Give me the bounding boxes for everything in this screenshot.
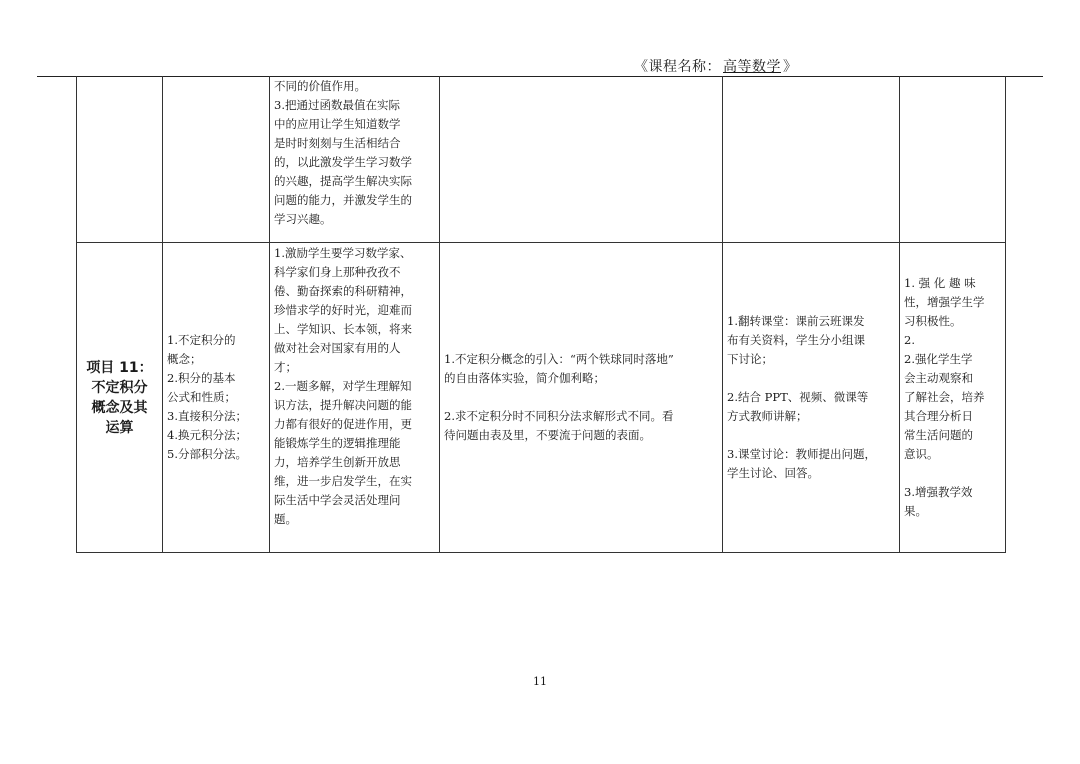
cell-line — [727, 426, 895, 445]
cell-line: 中的应用让学生知道数学 — [274, 117, 401, 131]
cell-line: 的自由落体实验，简介伽利略； — [444, 371, 605, 385]
cell-line — [904, 464, 1001, 483]
cell-line: 1.不定积分概念的引入：“两个铁球同时落地” — [444, 352, 674, 366]
cell-line: 方式教师讲解； — [727, 409, 808, 423]
cell-line: 2.求不定积分时不同积分法求解形式不同。看 — [444, 409, 674, 423]
cell-line: 2.一题多解，对学生理解知 — [274, 379, 412, 393]
cell-line: 学生讨论、回答。 — [727, 466, 819, 480]
cell-line: 常生活问题的 — [904, 428, 973, 442]
cell-line: 能锻炼学生的逻辑推理能 — [274, 436, 401, 450]
course-header — [634, 56, 798, 76]
method-cell — [723, 243, 900, 553]
cell-line: 的兴趣，提高学生解决实际 — [274, 174, 412, 188]
project-title-line: 运算 — [105, 419, 134, 436]
cell-line: 布有关资料，学生分小组课 — [727, 333, 865, 347]
cell-line: 做对社会对国家有用的人 — [274, 341, 401, 355]
cell-line: 3.直接积分法； — [167, 409, 247, 423]
integration-point-cell — [440, 243, 723, 553]
course-name: 高等数学 — [723, 59, 781, 75]
ideological-goal-cell — [270, 76, 440, 243]
cell-line: 问题的能力，并激发学生的 — [274, 193, 412, 207]
project-title-line: 概念及其 — [91, 399, 148, 416]
page-number: 11 — [533, 675, 547, 688]
cell-line: 习积极性。 — [904, 314, 962, 328]
integration-point-cell — [440, 76, 723, 243]
cell-line: 3.课堂讨论：教师提出问题， — [727, 447, 876, 461]
cell-line: 公式和性质； — [167, 390, 236, 404]
cell-line: 下讨论； — [727, 352, 773, 366]
cell-line: 了解社会，培养 — [904, 390, 985, 404]
cell-line: 的，以此激发学生学习数学 — [274, 155, 412, 169]
syllabus-table — [76, 76, 1006, 553]
project-cell — [77, 243, 163, 553]
cell-line: 上、学知识、长本领，将来 — [274, 322, 412, 336]
cell-line: 果。 — [904, 504, 927, 518]
effect-cell — [900, 243, 1006, 553]
cell-line: 概念； — [167, 352, 202, 366]
effect-cell — [900, 76, 1006, 243]
cell-line: 3.把通过函数最值在实际 — [274, 98, 400, 112]
cell-line: 不同的价值作用。 — [274, 79, 366, 93]
cell-line: 识方法，提升解决问题的能 — [274, 398, 412, 412]
cell-line: 4.换元积分法； — [167, 428, 247, 442]
table-row — [77, 76, 1006, 243]
cell-line: 科学家们身上那种孜孜不 — [274, 265, 401, 279]
cell-line: 2. — [904, 333, 915, 347]
cell-line: 意识。 — [904, 447, 939, 461]
project-title-line: 不定积分 — [91, 379, 148, 396]
content-cell — [163, 76, 270, 243]
cell-line: 珍惜求学的好时光，迎难而 — [274, 303, 412, 317]
cell-line — [727, 369, 895, 388]
cell-line: 待问题由表及里，不要流于问题的表面。 — [444, 428, 651, 442]
course-header-prefix: 《课程名称： — [634, 59, 721, 75]
course-header-suffix: 》 — [783, 59, 798, 75]
cell-line: 其合理分析日 — [904, 409, 973, 423]
cell-line: 1.激励学生要学习数学家、 — [274, 246, 412, 260]
project-cell — [77, 76, 163, 243]
cell-line: 际生活中学会灵活处理问 — [274, 493, 401, 507]
cell-line: 力，培养学生创新开放思 — [274, 455, 401, 469]
cell-line: 倦、勤奋探索的科研精神， — [274, 284, 412, 298]
cell-line: 2.强化学生学 — [904, 352, 973, 366]
ideological-goal-cell — [270, 243, 440, 553]
content-cell — [163, 243, 270, 553]
cell-line: 维，进一步启发学生，在实 — [274, 474, 412, 488]
method-cell — [723, 76, 900, 243]
cell-line: 1. 强 化 趣 味 — [904, 276, 976, 290]
cell-line: 会主动观察和 — [904, 371, 973, 385]
cell-line: 是时时刻刻与生活相结合 — [274, 136, 401, 150]
cell-line: 学习兴趣。 — [274, 212, 332, 226]
cell-line: 1.不定积分的 — [167, 333, 236, 347]
cell-line: 1.翻转课堂：课前云班课发 — [727, 314, 865, 328]
project-title-line: 项目 11： — [86, 359, 153, 376]
cell-line: 3.增强教学效 — [904, 485, 973, 499]
cell-line: 题。 — [274, 512, 297, 526]
cell-line: 2.积分的基本 — [167, 371, 236, 385]
cell-line: 5.分部积分法。 — [167, 447, 247, 461]
table-row — [77, 243, 1006, 553]
cell-line — [444, 388, 718, 407]
cell-line: 性，增强学生学 — [904, 295, 985, 309]
cell-line: 才； — [274, 360, 297, 374]
cell-line: 力都有很好的促进作用，更 — [274, 417, 412, 431]
cell-line: 2.结合 PPT、视频、微课等 — [727, 390, 869, 404]
